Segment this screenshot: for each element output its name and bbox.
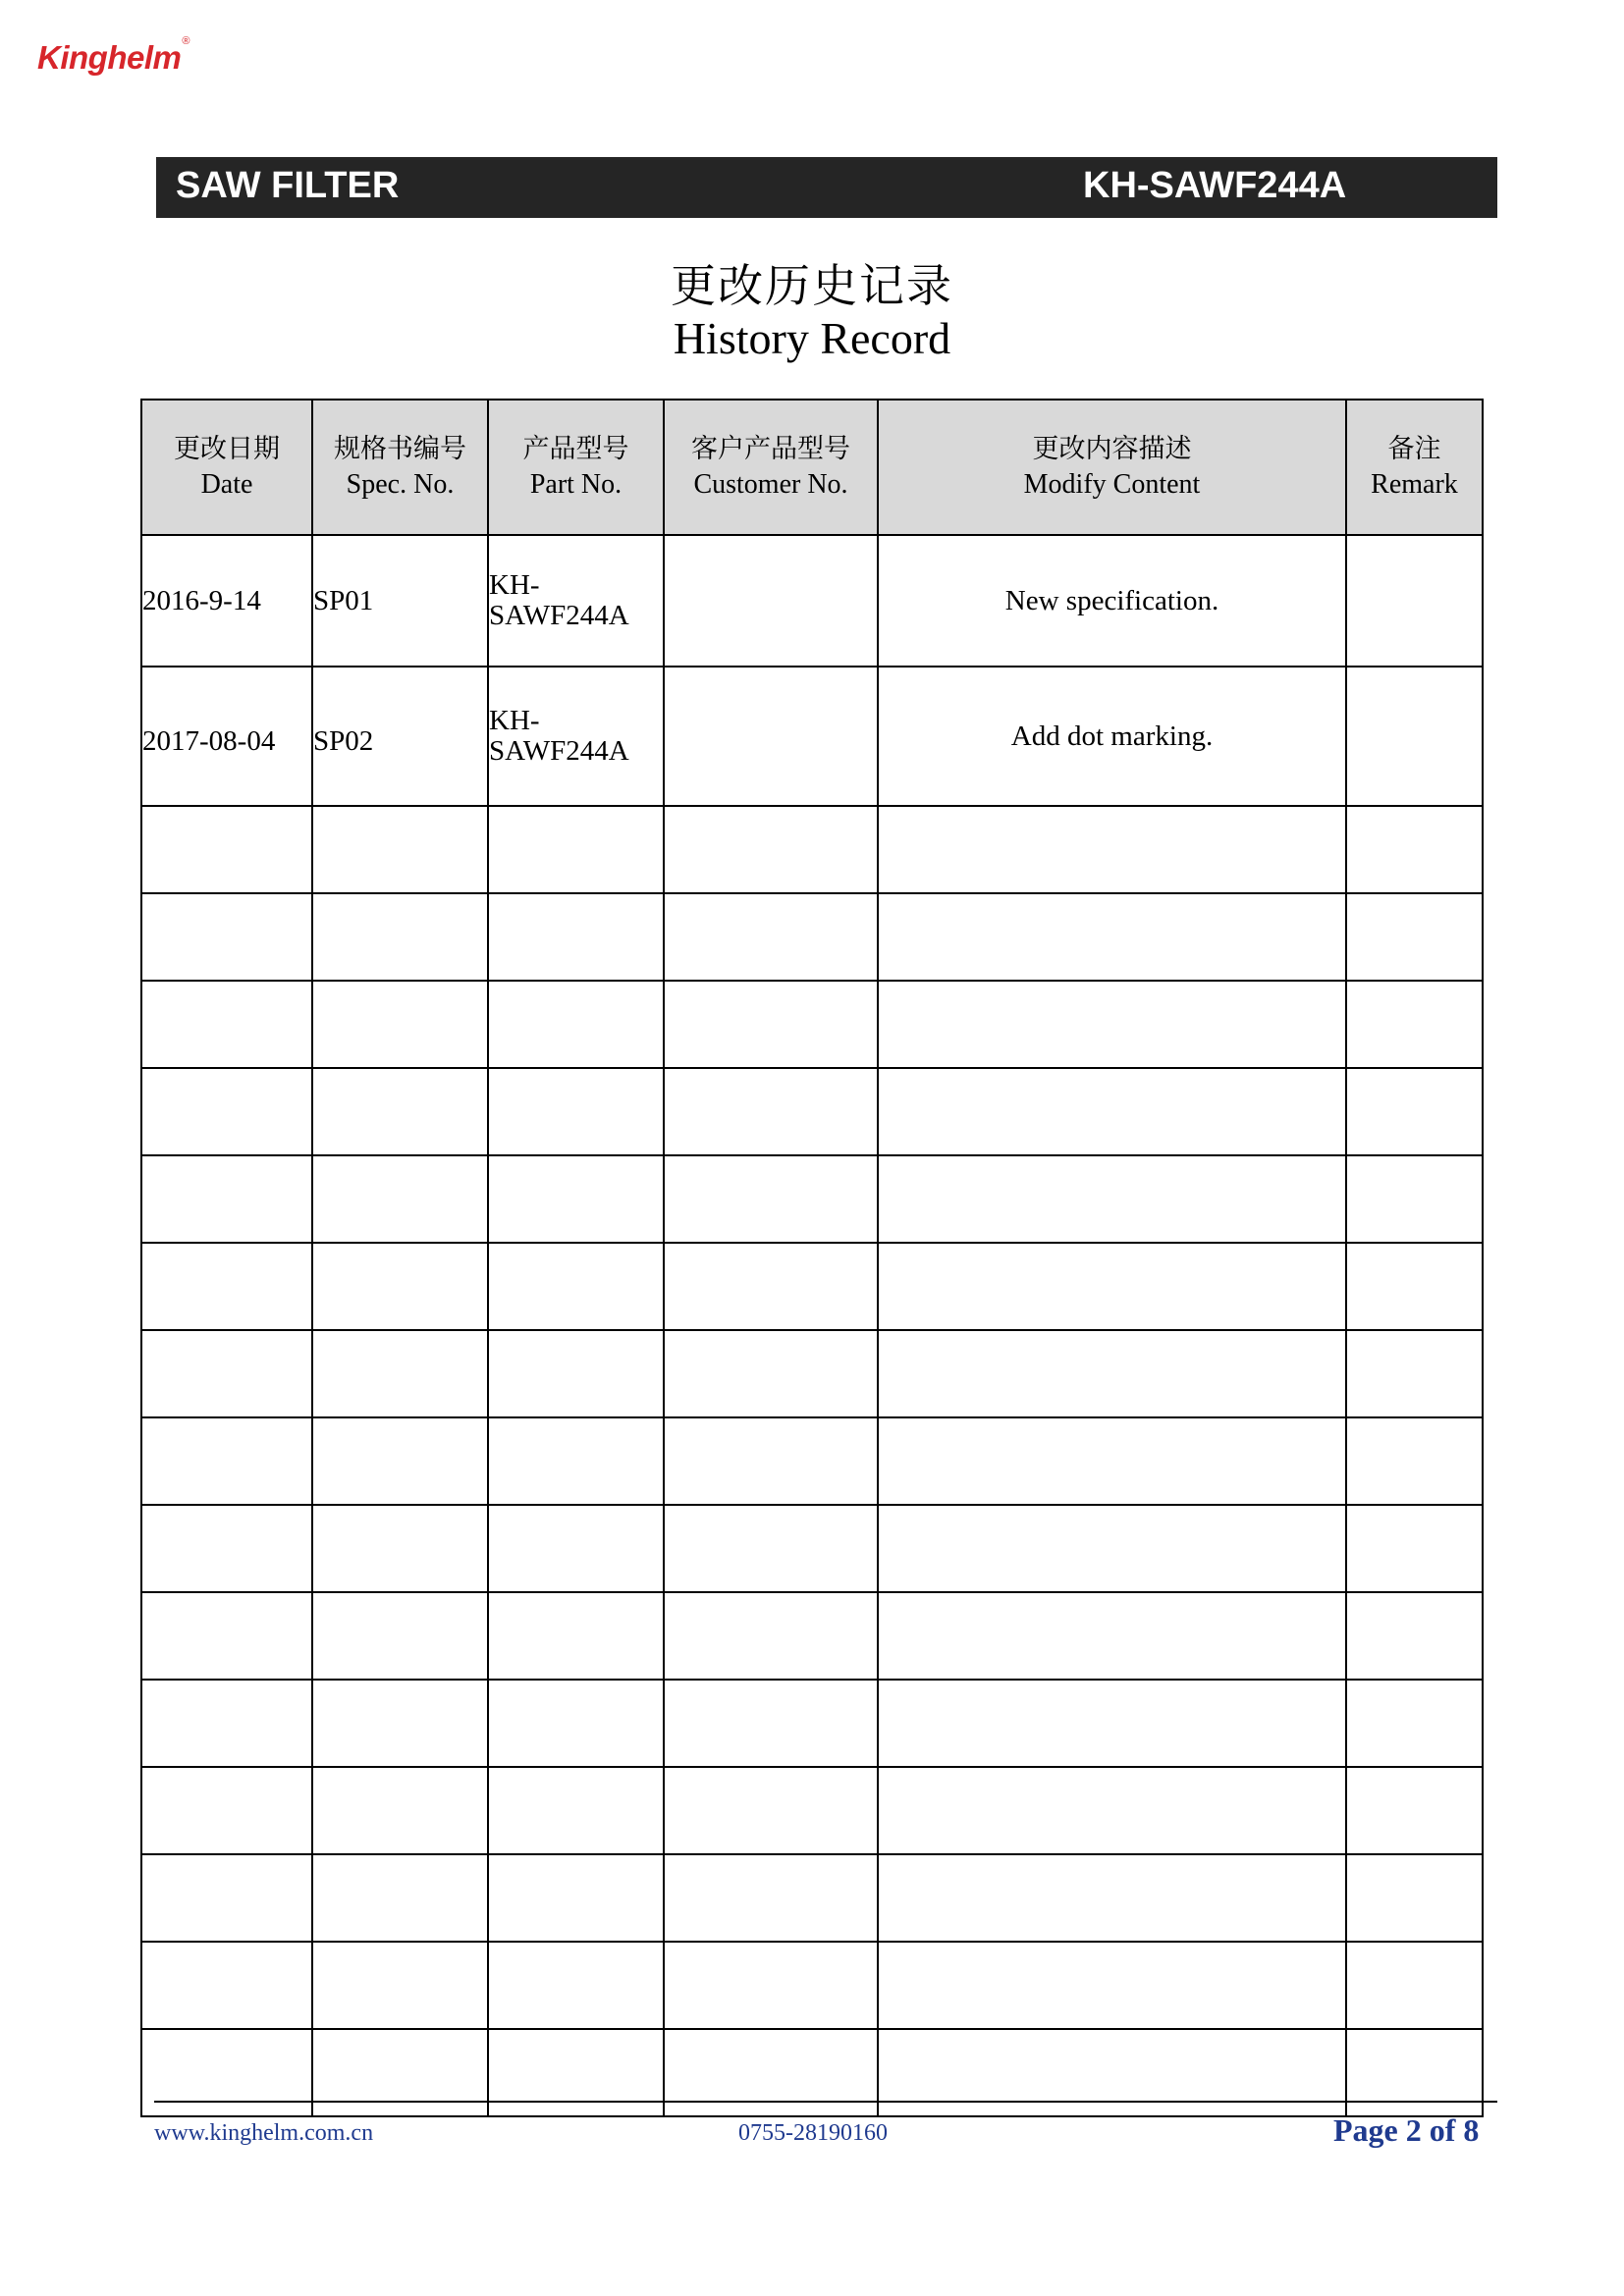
part-no-line: SAWF244A — [489, 735, 629, 767]
column-header-label-en: Date — [200, 469, 253, 500]
cell-remark — [1346, 1417, 1483, 1505]
document-header-bar — [156, 157, 1497, 218]
cell-customer-no — [664, 1942, 878, 2029]
cell-remark — [1346, 1330, 1483, 1417]
column-header-label-en: Spec. No. — [346, 469, 455, 500]
cell-remark — [1346, 1592, 1483, 1680]
cell-date — [141, 1680, 312, 1767]
table-row-empty — [141, 1155, 1483, 1243]
kinghelm-logo — [37, 35, 189, 77]
history-record-table — [140, 399, 1484, 2117]
cell-customer-no — [664, 1854, 878, 1942]
cell-date: 2016-9-14 — [141, 535, 312, 667]
cell-customer-no — [664, 1155, 878, 1243]
table-row-empty — [141, 1767, 1483, 1854]
cell-modify-content — [878, 1417, 1346, 1505]
cell-spec-no: SP02 — [312, 667, 488, 806]
cell-date — [141, 1767, 312, 1854]
column-header-label-en: Part No. — [529, 469, 623, 500]
cell-part-no — [488, 1330, 664, 1417]
column-header-label-en: Customer No. — [693, 469, 848, 500]
cell-modify-content — [878, 2029, 1346, 2116]
cell-remark — [1346, 667, 1483, 806]
cell-customer-no — [664, 1417, 878, 1505]
table-row-empty — [141, 1680, 1483, 1767]
cell-modify-content — [878, 1942, 1346, 2029]
table-row-empty — [141, 1592, 1483, 1680]
cell-remark — [1346, 1505, 1483, 1592]
cell-spec-no — [312, 893, 488, 981]
cell-spec-no — [312, 1592, 488, 1680]
cell-spec-no — [312, 1942, 488, 2029]
column-header-label-en: Modify Content — [1023, 469, 1201, 500]
cell-spec-no — [312, 806, 488, 893]
cell-part-no — [488, 1680, 664, 1767]
cell-remark — [1346, 1680, 1483, 1767]
header-product-type: SAW FILTER — [176, 165, 400, 206]
table-row-empty — [141, 1854, 1483, 1942]
cell-date — [141, 2029, 312, 2116]
table-row-empty — [141, 981, 1483, 1068]
cell-modify-content — [878, 1767, 1346, 1854]
cell-remark — [1346, 1942, 1483, 2029]
cell-part-no — [488, 806, 664, 893]
cell-customer-no — [664, 893, 878, 981]
cell-remark — [1346, 1068, 1483, 1155]
cell-part-no — [488, 893, 664, 981]
column-header-label-cn: 更改日期 — [174, 434, 280, 464]
cell-customer-no — [664, 1243, 878, 1330]
cell-modify-content — [878, 1155, 1346, 1243]
cell-part-no — [488, 981, 664, 1068]
cell-date — [141, 981, 312, 1068]
table-row-empty — [141, 2029, 1483, 2116]
table-row — [141, 667, 1483, 806]
column-header-part-no — [488, 400, 664, 535]
column-header-spec-no — [312, 400, 488, 535]
cell-date: 2017-08-04 — [141, 667, 312, 806]
cell-modify-content — [878, 893, 1346, 981]
cell-part-no — [488, 1417, 664, 1505]
cell-spec-no — [312, 1417, 488, 1505]
cell-part-no — [488, 1243, 664, 1330]
cell-customer-no — [664, 1330, 878, 1417]
cell-spec-no — [312, 1680, 488, 1767]
cell-part-no — [488, 1767, 664, 1854]
cell-modify-content — [878, 1068, 1346, 1155]
footer-phone: 0755-28190160 — [738, 2120, 888, 2146]
cell-customer-no — [664, 667, 878, 806]
cell-modify-content — [878, 1854, 1346, 1942]
table-header-row — [141, 400, 1483, 535]
header-part-number: KH-SAWF244A — [1083, 165, 1347, 206]
cell-spec-no — [312, 1243, 488, 1330]
cell-modify-content — [878, 1330, 1346, 1417]
cell-modify-content — [878, 1243, 1346, 1330]
column-header-label-cn: 产品型号 — [522, 434, 629, 464]
cell-modify-content — [878, 1505, 1346, 1592]
cell-date — [141, 1155, 312, 1243]
cell-remark — [1346, 1767, 1483, 1854]
column-header-label-cn: 客户产品型号 — [691, 434, 850, 464]
cell-customer-no — [664, 1767, 878, 1854]
table-row-empty — [141, 1243, 1483, 1330]
part-no-line: SAWF244A — [489, 600, 629, 631]
cell-part-no — [488, 1155, 664, 1243]
cell-customer-no — [664, 1068, 878, 1155]
footer-divider — [154, 2101, 1497, 2103]
column-header-label-cn: 备注 — [1387, 434, 1441, 464]
table-row-empty — [141, 1505, 1483, 1592]
cell-date — [141, 1942, 312, 2029]
column-header-customer-no — [664, 400, 878, 535]
cell-modify-content — [878, 1592, 1346, 1680]
column-header-label-cn: 更改内容描述 — [1032, 434, 1192, 464]
table-row-empty — [141, 1417, 1483, 1505]
cell-part-no — [488, 667, 664, 806]
registered-mark: ® — [182, 35, 189, 47]
cell-spec-no — [312, 1505, 488, 1592]
cell-modify-content — [878, 981, 1346, 1068]
cell-date — [141, 1243, 312, 1330]
table-row-empty — [141, 1942, 1483, 2029]
cell-part-no — [488, 535, 664, 667]
cell-customer-no — [664, 1505, 878, 1592]
column-header-date — [141, 400, 312, 535]
cell-spec-no — [312, 981, 488, 1068]
cell-spec-no — [312, 1068, 488, 1155]
logo-text: Kinghelm — [37, 39, 182, 76]
cell-remark — [1346, 1243, 1483, 1330]
cell-modify-content: Add dot marking. — [878, 667, 1346, 806]
cell-part-no — [488, 1592, 664, 1680]
cell-modify-content — [878, 1680, 1346, 1767]
cell-customer-no — [664, 1680, 878, 1767]
cell-remark — [1346, 1854, 1483, 1942]
cell-date — [141, 1592, 312, 1680]
cell-spec-no: SP01 — [312, 535, 488, 667]
table-row-empty — [141, 806, 1483, 893]
cell-customer-no — [664, 535, 878, 667]
cell-part-no — [488, 1942, 664, 2029]
cell-customer-no — [664, 806, 878, 893]
cell-spec-no — [312, 2029, 488, 2116]
page-number: Page 2 of 8 — [1333, 2112, 1480, 2148]
column-header-label-en: Remark — [1371, 469, 1458, 500]
table-row-empty — [141, 1330, 1483, 1417]
column-header-modify-content — [878, 400, 1346, 535]
table-row-empty — [141, 1068, 1483, 1155]
cell-spec-no — [312, 1155, 488, 1243]
cell-part-no — [488, 2029, 664, 2116]
cell-remark — [1346, 893, 1483, 981]
footer-website: www.kinghelm.com.cn — [154, 2120, 374, 2146]
table-row-empty — [141, 893, 1483, 981]
cell-modify-content — [878, 806, 1346, 893]
cell-part-no — [488, 1505, 664, 1592]
cell-spec-no — [312, 1854, 488, 1942]
cell-date — [141, 1330, 312, 1417]
column-header-label-cn: 规格书编号 — [334, 434, 466, 464]
cell-remark — [1346, 806, 1483, 893]
cell-date — [141, 1068, 312, 1155]
table-row — [141, 535, 1483, 667]
cell-remark — [1346, 535, 1483, 667]
column-header-remark — [1346, 400, 1483, 535]
cell-part-no — [488, 1068, 664, 1155]
cell-part-no — [488, 1854, 664, 1942]
part-no-line: KH- — [489, 705, 540, 736]
cell-remark — [1346, 1155, 1483, 1243]
cell-date — [141, 893, 312, 981]
cell-customer-no — [664, 1592, 878, 1680]
part-no-line: KH- — [489, 569, 540, 601]
cell-date — [141, 1505, 312, 1592]
cell-date — [141, 806, 312, 893]
cell-spec-no — [312, 1767, 488, 1854]
page-title-english: History Record — [673, 313, 951, 363]
cell-customer-no — [664, 2029, 878, 2116]
cell-date — [141, 1417, 312, 1505]
cell-date — [141, 1854, 312, 1942]
page-title-chinese: 更改历史记录 — [671, 259, 953, 312]
cell-remark — [1346, 2029, 1483, 2116]
cell-modify-content: New specification. — [878, 535, 1346, 667]
cell-spec-no — [312, 1330, 488, 1417]
cell-customer-no — [664, 981, 878, 1068]
cell-remark — [1346, 981, 1483, 1068]
